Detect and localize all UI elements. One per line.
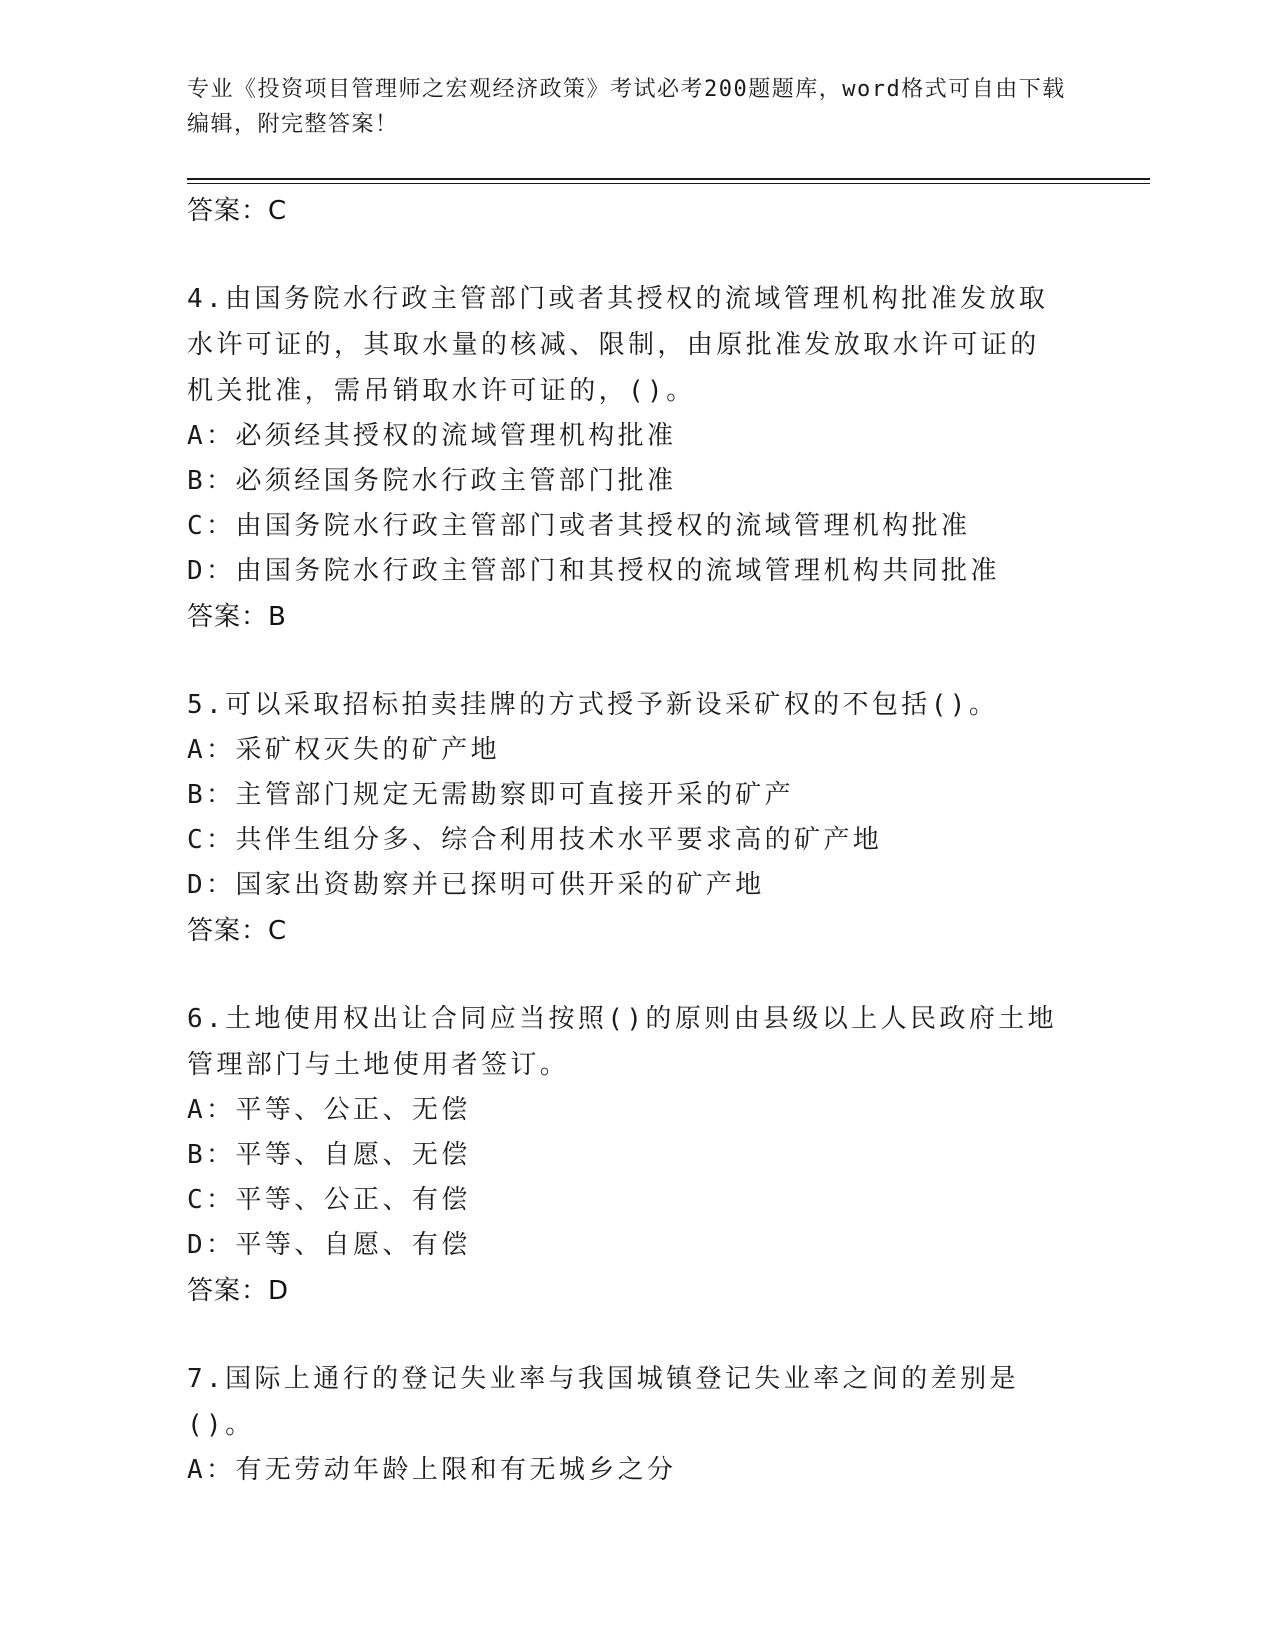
option-a: A：必须经其授权的流域管理机构批准: [187, 421, 677, 451]
question-item: [187, 1356, 1067, 1493]
question-text: 5.可以采取招标拍卖挂牌的方式授予新设采矿权的不包括()。: [187, 690, 999, 720]
option-a: A：有无劳动年龄上限和有无城乡之分: [187, 1455, 677, 1485]
spacer: [187, 1314, 1067, 1356]
answer-label: 答案：C: [187, 196, 288, 226]
answer-label: 答案：D: [187, 1276, 290, 1306]
spacer: [187, 234, 1067, 276]
document-header: 专业《投资项目管理师之宏观经济政策》考试必考200题题库，word格式可自由下载编辑，附完整答案！: [187, 77, 1066, 137]
option-b: B：必须经国务院水行政主管部门批准: [187, 466, 677, 496]
question-item: [187, 682, 1067, 954]
spacer: [187, 640, 1067, 682]
answer-label: 答案：B: [187, 602, 287, 632]
option-b: B：主管部门规定无需勘察即可直接开采的矿产: [187, 780, 795, 810]
option-b: B：平等、自愿、无偿: [187, 1140, 471, 1170]
option-c: C：由国务院水行政主管部门或者其授权的流域管理机构批准: [187, 511, 971, 541]
option-d: D：平等、自愿、有偿: [187, 1230, 471, 1260]
header-divider: [187, 178, 1150, 180]
header-divider-thin: [187, 183, 1150, 184]
spacer: [187, 954, 1067, 996]
option-a: A：采矿权灭失的矿产地: [187, 735, 501, 765]
question-item: [187, 996, 1067, 1314]
question-item: [187, 276, 1067, 640]
question-text: 7.国际上通行的登记失业率与我国城镇登记失业率之间的差别是()。: [187, 1364, 1019, 1440]
question-list: [187, 188, 1067, 1493]
answer-label: 答案：C: [187, 916, 288, 946]
option-d: D：由国务院水行政主管部门和其授权的流域管理机构共同批准: [187, 556, 1000, 586]
question-text: 6.土地使用权出让合同应当按照()的原则由县级以上人民政府土地管理部门与土地使用者签订。: [187, 1004, 1058, 1080]
option-c: C：共伴生组分多、综合利用技术水平要求高的矿产地: [187, 825, 883, 855]
option-c: C：平等、公正、有偿: [187, 1185, 471, 1215]
option-d: D：国家出资勘察并已探明可供开采的矿产地: [187, 870, 765, 900]
question-text: 4.由国务院水行政主管部门或者其授权的流域管理机构批准发放取水许可证的，其取水量的核减、限制，由原批准发放取水许可证的机关批准，需吊销取水许可证的，()。: [187, 284, 1049, 406]
option-a: A：平等、公正、无偿: [187, 1095, 471, 1125]
